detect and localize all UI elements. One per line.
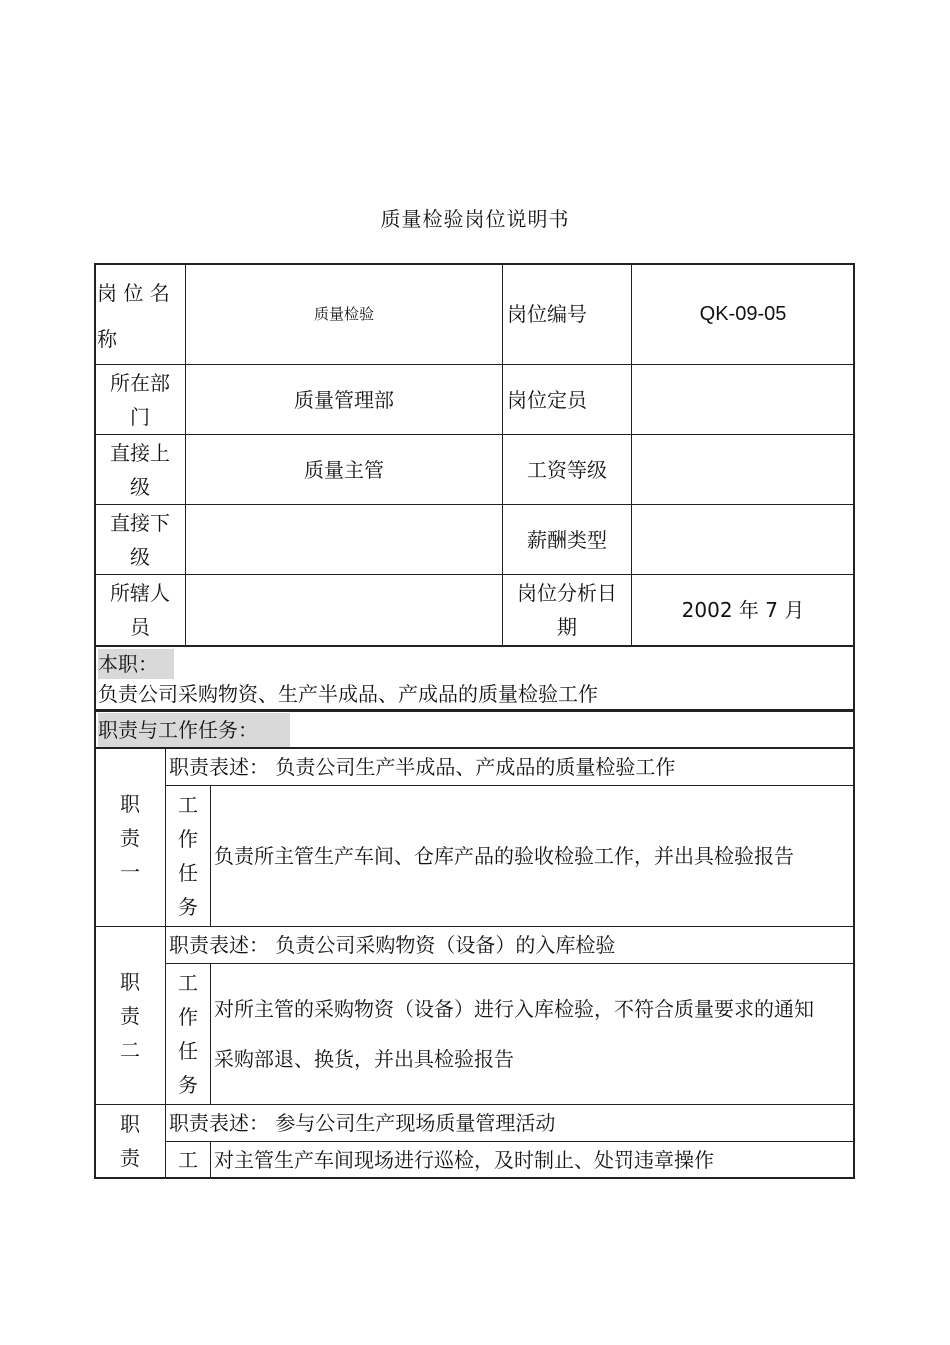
task-label-char: 工	[178, 971, 198, 995]
department-label: 所在部门	[94, 364, 186, 435]
duty-3-name-char: 职	[120, 1112, 140, 1136]
page-title: 质量检验岗位说明书	[380, 207, 570, 231]
salary-grade-value	[631, 434, 855, 505]
duties-header: 职责与工作任务：	[98, 713, 290, 747]
duty-1-task-label	[165, 785, 211, 927]
duty-1-name-char: 一	[120, 859, 140, 884]
duty-3-name-char: 责	[120, 1146, 140, 1170]
duty-2-task: 对所主管的采购物资（设备）进行入库检验，不符合质量要求的通知采购部退、换货，并出具检验报告	[210, 963, 855, 1105]
duty-3-name	[94, 1104, 166, 1179]
headcount-label: 岗位定员	[502, 364, 632, 435]
task-label-char: 任	[178, 861, 198, 885]
duty-2-name-char: 二	[120, 1037, 140, 1062]
core-duty-label: 本职：	[98, 649, 174, 679]
duty-2-statement: 职责表述： 负责公司采购物资（设备）的入库检验	[165, 926, 855, 964]
pay-type-label: 薪酬类型	[502, 504, 632, 575]
duty-2-task-label	[165, 963, 211, 1105]
duty-1-name-char: 职	[120, 791, 140, 816]
task-label-char: 作	[178, 827, 198, 851]
duty-1-name	[94, 748, 166, 927]
duty-2-name	[94, 926, 166, 1105]
duty-2-name-char: 责	[120, 1003, 140, 1028]
task-label-char: 工	[178, 793, 198, 817]
task-label-char: 任	[178, 1039, 198, 1063]
duties-header-row	[94, 710, 855, 749]
task-label-char: 作	[178, 1005, 198, 1029]
department-value: 质量管理部	[185, 364, 503, 435]
position-name-value: 质量检验	[185, 263, 503, 365]
headcount-value	[631, 364, 855, 435]
subordinate-label: 直接下级	[94, 504, 186, 575]
duty-3-task: 对主管生产车间现场进行巡检，及时制止、处罚违章操作	[210, 1141, 855, 1179]
analysis-date-value: 2002 年 7 月	[631, 574, 855, 646]
staff-value	[185, 574, 503, 646]
task-label-char: 务	[178, 1073, 198, 1097]
core-duty-text: 负责公司采购物资、生产半成品、产成品的质量检验工作	[98, 682, 598, 706]
duty-1-name-char: 责	[120, 825, 140, 850]
analysis-date-label: 岗位分析日期	[502, 574, 632, 646]
position-code-label: 岗位编号	[502, 263, 632, 365]
subordinate-value	[185, 504, 503, 575]
core-duty-section	[94, 645, 855, 711]
duty-1-statement: 职责表述： 负责公司生产半成品、产成品的质量检验工作	[165, 748, 855, 786]
duty-1-task: 负责所主管生产车间、仓库产品的验收检验工作，并出具检验报告	[210, 785, 855, 927]
salary-grade-label: 工资等级	[502, 434, 632, 505]
duty-3-statement: 职责表述： 参与公司生产现场质量管理活动	[165, 1104, 855, 1142]
pay-type-value	[631, 504, 855, 575]
position-code-value: QK-09-05	[631, 263, 855, 365]
duty-2-name-char: 职	[120, 969, 140, 994]
position-name-label: 岗 位 名 称	[94, 263, 186, 365]
superior-value: 质量主管	[185, 434, 503, 505]
staff-label: 所辖人员	[94, 574, 186, 646]
duty-3-task-label: 工	[165, 1141, 211, 1179]
superior-label: 直接上级	[94, 434, 186, 505]
task-label-char: 务	[178, 895, 198, 919]
